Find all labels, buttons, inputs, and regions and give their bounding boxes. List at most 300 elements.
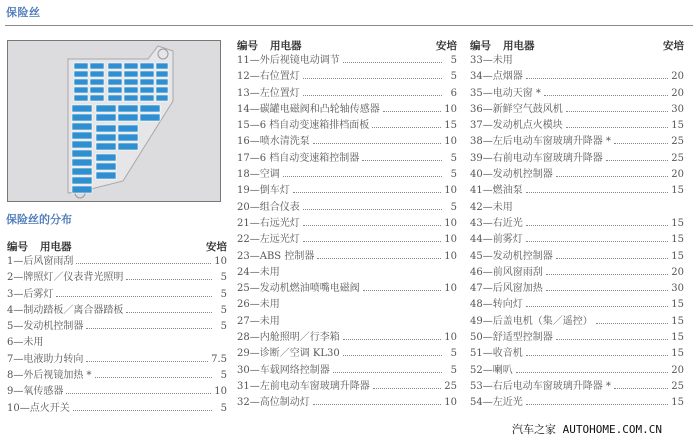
fuse-device: 发动机控制器	[492, 169, 553, 181]
fuse-device: 新鲜空气鼓风机	[492, 103, 563, 115]
fuse-amperage: 5	[220, 402, 227, 414]
fuse-row	[237, 281, 457, 297]
fuse-row	[470, 102, 684, 118]
fuse-number: 40	[470, 169, 483, 181]
fuse-label	[470, 151, 603, 167]
fuse-device: 未用	[23, 337, 44, 349]
separator-dash: —	[249, 103, 260, 115]
fuse-row	[470, 232, 684, 248]
fuse-device: 6 档自动变速箱排档面板	[259, 120, 370, 132]
fuse-label	[7, 368, 92, 384]
fuse-label	[7, 352, 83, 368]
fuse-label	[470, 363, 513, 379]
fuse-number: 48	[470, 299, 483, 311]
fuse-device: 空调	[259, 169, 280, 181]
fuse-device: 电动天窗 *	[492, 87, 541, 99]
fuse-amperage: 20	[671, 87, 684, 99]
fuse-label	[237, 314, 280, 330]
dot-leader	[526, 183, 669, 193]
fuse-row	[470, 216, 684, 232]
fuse-amperage: 20	[671, 169, 684, 181]
fuse-amperage: 5	[220, 272, 227, 284]
separator-dash: —	[13, 304, 24, 316]
fuse-label	[470, 297, 523, 313]
fuse-number: 21	[237, 217, 250, 229]
dot-leader	[283, 167, 442, 177]
fuse-device: 舒适型控制器	[492, 332, 553, 344]
fuse-label	[470, 346, 523, 362]
fuse-row	[237, 265, 457, 281]
fuse-device: 制动踏板／离合器踏板	[23, 304, 124, 316]
fuse-row	[7, 287, 227, 303]
fuse-row	[237, 118, 457, 134]
dot-leader	[566, 118, 669, 128]
table-header	[237, 39, 457, 53]
dot-leader	[313, 395, 442, 405]
fuse-label	[470, 216, 523, 232]
fuse-device: 燃油泵	[492, 185, 523, 197]
fuse-device: 发动机控制器	[492, 250, 553, 262]
fuse-label	[237, 363, 330, 379]
fuse-number: 12	[237, 71, 250, 83]
fuse-amperage: 10	[444, 250, 457, 262]
fuse-amperage: 20	[671, 71, 684, 83]
fuse-amperage: 15	[671, 120, 684, 132]
separator-dash: —	[482, 185, 493, 197]
fuse-device: ABS 控制器	[259, 250, 315, 262]
fuse-number: 45	[470, 250, 483, 262]
separator-dash: —	[249, 315, 260, 327]
fuse-amperage: 20	[671, 364, 684, 376]
fuse-row	[470, 330, 684, 346]
dot-leader	[526, 395, 669, 405]
fuse-device: 转向灯	[492, 299, 523, 311]
fuse-row	[237, 200, 457, 216]
fuse-row	[470, 86, 684, 102]
fuse-amperage: 25	[671, 380, 684, 392]
separator-dash: —	[249, 283, 260, 295]
separator-dash: —	[482, 364, 493, 376]
fuse-label	[7, 335, 43, 351]
fuse-box-diagram	[7, 40, 221, 202]
separator-dash: —	[482, 315, 493, 327]
fuse-row	[237, 183, 457, 199]
fuse-amperage: 15	[671, 348, 684, 360]
fuse-number: 46	[470, 266, 483, 278]
fuse-number: 3	[7, 288, 14, 300]
separator-dash: —	[482, 152, 493, 164]
fuse-row	[237, 249, 457, 265]
fuse-row	[237, 330, 457, 346]
fuse-device: 内舱照明／行李箱	[259, 332, 340, 344]
separator-dash: —	[249, 397, 260, 409]
fuse-device: 后风窗雨刮	[23, 256, 74, 267]
separator-dash: —	[13, 272, 24, 284]
separator-dash: —	[482, 136, 493, 148]
fuse-row	[470, 183, 684, 199]
header-amperage: 安培	[206, 241, 227, 253]
fuse-label	[470, 167, 553, 183]
fuse-label	[237, 102, 380, 118]
dot-leader	[516, 363, 669, 373]
fuse-amperage: 25	[671, 152, 684, 164]
fuse-amperage: 15	[671, 299, 684, 311]
fuse-device: 未用	[492, 201, 513, 213]
fuse-row	[7, 384, 227, 400]
fuse-label	[237, 183, 290, 199]
fuse-amperage: 10	[444, 217, 457, 229]
fuse-label	[237, 232, 300, 248]
fuse-row	[470, 167, 684, 183]
fuse-number: 22	[237, 234, 250, 246]
dot-leader	[546, 265, 669, 275]
fuse-label	[237, 167, 280, 183]
separator-dash: —	[249, 250, 260, 262]
fuse-number: 17	[237, 152, 250, 164]
fuse-number: 32	[237, 397, 250, 409]
fuse-number: 15	[237, 120, 250, 132]
fuse-amperage: 15	[671, 250, 684, 262]
dot-leader	[303, 232, 442, 242]
dot-leader	[343, 330, 442, 340]
fuse-number: 31	[237, 380, 250, 392]
fuse-table-column-1	[7, 240, 227, 417]
fuse-device: 点烟器	[492, 71, 523, 83]
dot-leader	[317, 249, 441, 259]
fuse-number: 50	[470, 332, 483, 344]
separator-dash: —	[482, 169, 493, 181]
table-header	[470, 39, 684, 53]
fuse-number: 5	[7, 321, 14, 333]
dot-leader	[95, 368, 212, 378]
separator-dash: —	[13, 288, 24, 300]
fuse-row	[7, 352, 227, 368]
fuse-number: 34	[470, 71, 483, 83]
fuse-device: 氧传感器	[23, 386, 64, 398]
fuse-table-column-3	[470, 39, 684, 412]
page-title: 保险丝	[6, 6, 41, 19]
fuse-row	[237, 151, 457, 167]
dot-leader	[526, 232, 669, 242]
fuse-row	[470, 346, 684, 362]
fuse-label	[7, 270, 123, 286]
fuse-label	[237, 69, 300, 85]
fuse-device: 发动机燃油喷嘴电磁阀	[259, 283, 360, 295]
separator-dash: —	[249, 380, 260, 392]
fuse-number: 20	[237, 201, 250, 213]
fuse-device: 右后电动车窗玻璃升降器 *	[492, 380, 611, 392]
fuse-label	[237, 53, 340, 69]
fuse-row	[470, 297, 684, 313]
fuse-amperage: 30	[671, 103, 684, 115]
fuse-label	[237, 86, 300, 102]
fuse-number: 54	[470, 397, 483, 409]
fuse-device: 后风窗加热	[492, 283, 543, 295]
fuse-amperage: 15	[444, 120, 457, 132]
dot-leader	[56, 287, 212, 297]
fuse-number: 30	[237, 364, 250, 376]
fuse-row	[237, 297, 457, 313]
fuse-row	[7, 401, 227, 417]
separator-dash: —	[249, 55, 260, 66]
separator-dash: —	[482, 201, 493, 213]
fuse-number: 53	[470, 380, 483, 392]
dot-leader	[526, 346, 669, 356]
separator-dash: —	[482, 250, 493, 262]
fuse-label	[237, 265, 280, 281]
dot-leader	[526, 69, 669, 79]
section-heading: 保险丝的分布	[6, 213, 72, 226]
fuse-number: 51	[470, 348, 483, 360]
dot-leader	[293, 183, 442, 193]
dot-leader	[606, 151, 669, 161]
separator-dash: —	[249, 266, 260, 278]
fuse-number: 25	[237, 283, 250, 295]
dot-leader	[126, 303, 212, 313]
fuse-amperage: 6	[450, 87, 457, 99]
fuse-number: 6	[7, 337, 14, 349]
dot-leader	[372, 118, 441, 128]
fuse-amperage: 15	[671, 315, 684, 327]
fuse-amperage: 10	[444, 283, 457, 295]
fuse-number: 18	[237, 169, 250, 181]
separator-dash: —	[13, 386, 24, 398]
fuse-label	[237, 297, 280, 313]
separator-dash: —	[482, 55, 493, 66]
dot-leader	[303, 86, 442, 96]
fuse-number: 13	[237, 87, 250, 99]
fuse-device: 收音机	[492, 348, 523, 360]
fuse-amperage: 10	[444, 185, 457, 197]
separator-dash: —	[13, 256, 24, 267]
fuse-device: 右位置灯	[259, 71, 300, 83]
fuse-amperage: 10	[214, 386, 227, 398]
fuse-number: 28	[237, 332, 250, 344]
fuse-number: 7	[7, 353, 14, 365]
fuse-row	[7, 335, 227, 351]
fuse-device: 左远光灯	[259, 234, 300, 246]
fuse-row	[237, 346, 457, 362]
fuse-device: 左位置灯	[259, 87, 300, 99]
fuse-row	[470, 200, 684, 216]
fuse-number: 27	[237, 315, 250, 327]
fuse-label	[237, 330, 340, 346]
fuse-row	[237, 216, 457, 232]
fuse-row	[7, 319, 227, 335]
dot-leader	[556, 249, 669, 259]
separator-dash: —	[249, 364, 260, 376]
fuse-device: 车载网络控制器	[259, 364, 330, 376]
separator-dash: —	[482, 266, 493, 278]
fuse-number: 2	[7, 272, 14, 284]
fuse-device: 电液助力转向	[23, 353, 84, 365]
fuse-number: 19	[237, 185, 250, 197]
fuse-number: 10	[7, 402, 20, 414]
separator-dash: —	[13, 321, 24, 333]
fuse-row	[237, 314, 457, 330]
fuse-row	[237, 134, 457, 150]
fuse-device: 左后电动车窗玻璃升降器 *	[492, 136, 611, 148]
dot-leader	[303, 200, 442, 210]
fuse-amperage: 10	[444, 103, 457, 115]
fuse-device: 未用	[259, 266, 280, 278]
fuse-device: 前风窗雨刮	[492, 266, 543, 278]
separator-dash: —	[482, 283, 493, 295]
fuse-amperage: 10	[444, 234, 457, 246]
separator-dash: —	[249, 201, 260, 213]
dot-leader	[526, 297, 669, 307]
dot-leader	[362, 151, 442, 161]
fuse-label	[470, 395, 523, 411]
fuse-row	[237, 86, 457, 102]
fuse-label	[470, 330, 553, 346]
dot-leader	[343, 346, 442, 356]
fuse-row	[470, 69, 684, 85]
fuse-device: 未用	[259, 315, 280, 327]
fuse-amperage: 5	[450, 55, 457, 66]
fuse-label	[7, 254, 73, 270]
fuse-row	[7, 270, 227, 286]
header-device: 用电器	[40, 241, 72, 253]
fuse-label	[7, 303, 123, 319]
fuse-label	[470, 102, 563, 118]
separator-dash: —	[482, 103, 493, 115]
fuse-row	[237, 379, 457, 395]
header-amperage: 安培	[663, 40, 684, 52]
dot-leader	[556, 330, 669, 340]
fuse-device: 诊断／空调 KL30	[259, 348, 340, 360]
fuse-device: 右近光	[492, 217, 523, 229]
fuse-number: 37	[470, 120, 483, 132]
separator-dash: —	[482, 380, 493, 392]
fuse-device: 右远光灯	[259, 217, 300, 229]
fuse-device: 后雾灯	[23, 288, 54, 300]
fuse-label	[470, 265, 543, 281]
dot-leader	[363, 281, 442, 291]
fuse-amperage: 25	[671, 136, 684, 148]
fuse-row	[237, 102, 457, 118]
fuse-row	[470, 363, 684, 379]
dot-leader	[383, 102, 442, 112]
fuse-device: 高位制动灯	[259, 397, 310, 409]
separator-dash: —	[482, 71, 493, 83]
fuse-label	[237, 379, 370, 395]
header-amperage: 安培	[436, 40, 457, 52]
header-number: 编号	[470, 40, 491, 52]
fuse-device: 碳罐电磁阀和凸轮轴传感器	[259, 103, 380, 115]
separator-dash: —	[482, 217, 493, 229]
fuse-number: 44	[470, 234, 483, 246]
fuse-label	[237, 395, 310, 411]
separator-dash: —	[19, 402, 30, 414]
fuse-amperage: 7.5	[211, 353, 227, 365]
fuse-device: 6 档自动变速箱控制器	[259, 152, 360, 164]
fuse-number: 23	[237, 250, 250, 262]
dot-leader	[313, 134, 442, 144]
fuse-label	[237, 249, 314, 265]
separator-dash: —	[249, 185, 260, 197]
fuse-amperage: 20	[671, 266, 684, 278]
fuse-amperage: 5	[450, 152, 457, 164]
fuse-amperage: 15	[671, 332, 684, 344]
header-device: 用电器	[270, 40, 302, 52]
fuse-number: 43	[470, 217, 483, 229]
fuse-number: 36	[470, 103, 483, 115]
dot-leader	[566, 102, 669, 112]
dot-leader	[73, 401, 212, 411]
fuse-device: 前雾灯	[492, 234, 523, 246]
fuse-label	[470, 53, 513, 69]
fuse-number: 52	[470, 364, 483, 376]
fuse-row	[470, 314, 684, 330]
fuse-device: 未用	[492, 55, 513, 66]
fuse-row	[237, 69, 457, 85]
fuse-label	[237, 118, 369, 134]
fuse-label	[7, 401, 70, 417]
fuse-amperage: 5	[220, 288, 227, 300]
fuse-row	[470, 118, 684, 134]
separator-dash: —	[249, 169, 260, 181]
fuse-device: 后盖电机（集／遥控）	[492, 315, 593, 327]
fuse-amperage: 5	[450, 364, 457, 376]
fuse-device: 牌照灯／仪表背光照明	[23, 272, 124, 284]
dot-leader	[333, 363, 442, 373]
table-header	[7, 240, 227, 254]
separator-dash: —	[249, 136, 260, 148]
dot-leader	[544, 86, 668, 96]
fuse-amperage: 15	[671, 397, 684, 409]
fuse-amperage: 5	[220, 321, 227, 333]
fuse-amperage: 15	[671, 185, 684, 197]
fuse-box-illustration	[8, 41, 220, 201]
fuse-row	[470, 265, 684, 281]
fuse-row	[7, 254, 227, 270]
fuse-row	[470, 281, 684, 297]
separator-dash: —	[249, 332, 260, 344]
fuse-device: 组合仪表	[259, 201, 300, 213]
fuse-amperage: 10	[444, 136, 457, 148]
header-device: 用电器	[503, 40, 535, 52]
separator-dash: —	[13, 370, 24, 382]
fuse-device: 喇叭	[492, 364, 513, 376]
fuse-row	[470, 249, 684, 265]
dot-leader	[596, 314, 669, 324]
fuse-number: 38	[470, 136, 483, 148]
dot-leader	[556, 167, 669, 177]
fuse-device: 倒车灯	[259, 185, 290, 197]
dot-leader	[126, 270, 212, 280]
fuse-label	[237, 281, 360, 297]
fuse-row	[470, 395, 684, 411]
fuse-label	[470, 379, 611, 395]
fuse-amperage: 5	[450, 71, 457, 83]
separator-dash: —	[13, 337, 24, 349]
fuse-row	[470, 53, 684, 69]
separator-dash: —	[482, 120, 493, 132]
separator-dash: —	[249, 299, 260, 311]
fuse-row	[7, 303, 227, 319]
dot-leader	[86, 319, 212, 329]
separator-dash: —	[13, 353, 24, 365]
fuse-number: 26	[237, 299, 250, 311]
separator-dash: —	[249, 120, 260, 132]
fuse-number: 1	[7, 256, 14, 267]
dot-leader	[66, 384, 211, 394]
fuse-label	[470, 118, 563, 134]
fuse-table-column-2	[237, 39, 457, 412]
fuse-device: 点火开关	[29, 402, 70, 414]
fuse-number: 42	[470, 201, 483, 213]
